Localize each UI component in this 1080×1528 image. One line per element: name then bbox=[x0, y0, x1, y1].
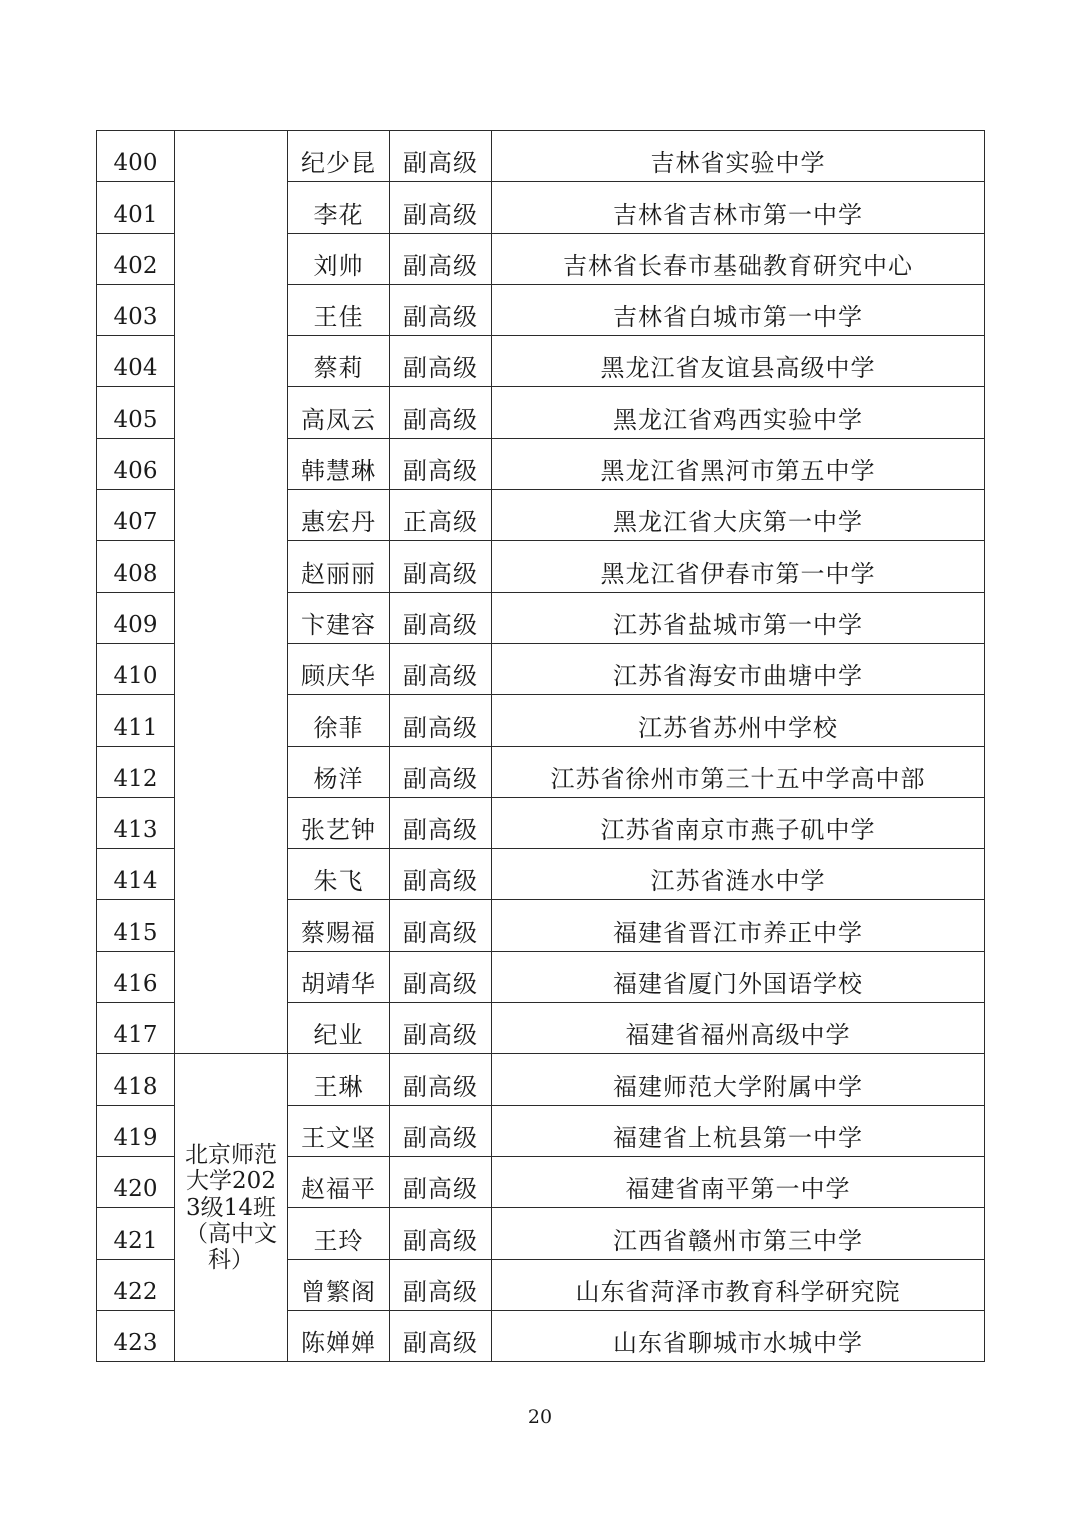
row-number: 419 bbox=[113, 1124, 158, 1151]
name-cell bbox=[288, 1310, 390, 1361]
school-name: 吉林省白城市第一中学 bbox=[613, 303, 863, 332]
name-cell bbox=[288, 438, 390, 489]
name-cell bbox=[288, 1259, 390, 1310]
title-cell bbox=[390, 643, 492, 694]
school-name: 福建省福州高级中学 bbox=[625, 1021, 851, 1050]
name-cell bbox=[288, 284, 390, 335]
group-cell-blank bbox=[175, 131, 288, 1054]
professional-title: 副高级 bbox=[403, 354, 478, 383]
title-cell bbox=[390, 1259, 492, 1310]
title-cell bbox=[390, 797, 492, 848]
name-cell bbox=[288, 849, 390, 900]
professional-title: 副高级 bbox=[403, 662, 478, 691]
name-cell bbox=[288, 1105, 390, 1156]
teacher-name: 刘帅 bbox=[313, 251, 364, 280]
row-number-cell bbox=[97, 1156, 175, 1207]
row-number: 417 bbox=[113, 1022, 158, 1049]
title-cell bbox=[390, 1003, 492, 1054]
school-name: 山东省菏泽市教育科学研究院 bbox=[575, 1277, 901, 1306]
school-cell bbox=[492, 1310, 985, 1361]
title-cell bbox=[390, 695, 492, 746]
group-cell-class bbox=[175, 1054, 288, 1362]
name-cell bbox=[288, 182, 390, 233]
school-name: 黑龙江省友谊县高级中学 bbox=[600, 354, 876, 383]
row-number: 423 bbox=[113, 1330, 158, 1357]
teacher-name: 纪业 bbox=[313, 1021, 364, 1050]
professional-title: 副高级 bbox=[403, 867, 478, 896]
row-number: 402 bbox=[113, 252, 158, 279]
title-cell bbox=[390, 387, 492, 438]
teacher-name: 张艺钟 bbox=[301, 816, 376, 845]
name-cell bbox=[288, 490, 390, 541]
row-number: 410 bbox=[113, 663, 158, 690]
class-group-label: 北京师范大学2023级14班（高中文科） bbox=[185, 1141, 277, 1274]
school-cell bbox=[492, 1054, 985, 1105]
row-number-cell bbox=[97, 387, 175, 438]
title-cell bbox=[390, 233, 492, 284]
name-cell bbox=[288, 592, 390, 643]
school-name: 江苏省南京市燕子矶中学 bbox=[600, 816, 876, 845]
row-number: 409 bbox=[113, 611, 158, 638]
school-name: 江苏省苏州中学校 bbox=[638, 713, 838, 742]
teacher-name: 赵福平 bbox=[301, 1175, 376, 1204]
title-cell bbox=[390, 1208, 492, 1259]
row-number: 400 bbox=[113, 150, 158, 177]
row-number-cell bbox=[97, 131, 175, 182]
school-cell bbox=[492, 695, 985, 746]
professional-title: 副高级 bbox=[403, 251, 478, 280]
teacher-name: 王琳 bbox=[313, 1072, 364, 1101]
row-number: 420 bbox=[113, 1176, 158, 1203]
row-number: 415 bbox=[113, 919, 158, 946]
row-number: 416 bbox=[113, 971, 158, 998]
row-number-cell bbox=[97, 592, 175, 643]
professional-title: 副高级 bbox=[403, 303, 478, 332]
school-cell bbox=[492, 387, 985, 438]
title-cell bbox=[390, 951, 492, 1002]
row-number: 414 bbox=[113, 868, 158, 895]
row-number-cell bbox=[97, 1054, 175, 1105]
teacher-name: 杨洋 bbox=[313, 764, 364, 793]
teacher-name: 韩慧琳 bbox=[301, 457, 376, 486]
school-name: 黑龙江省大庆第一中学 bbox=[613, 508, 863, 537]
teacher-name: 李花 bbox=[313, 200, 364, 229]
teacher-name: 蔡赐福 bbox=[301, 918, 376, 947]
title-cell bbox=[390, 490, 492, 541]
professional-title: 副高级 bbox=[403, 457, 478, 486]
professional-title: 副高级 bbox=[403, 1021, 478, 1050]
row-number: 406 bbox=[113, 458, 158, 485]
school-cell bbox=[492, 900, 985, 951]
title-cell bbox=[390, 182, 492, 233]
name-cell bbox=[288, 746, 390, 797]
school-name: 江苏省徐州市第三十五中学高中部 bbox=[550, 764, 926, 793]
row-number: 411 bbox=[113, 714, 158, 741]
teacher-name: 朱飞 bbox=[313, 867, 364, 896]
row-number-cell bbox=[97, 797, 175, 848]
school-cell bbox=[492, 131, 985, 182]
page-number: 20 bbox=[527, 1406, 553, 1428]
school-cell bbox=[492, 849, 985, 900]
title-cell bbox=[390, 438, 492, 489]
school-name: 福建省厦门外国语学校 bbox=[613, 970, 863, 999]
school-name: 吉林省吉林市第一中学 bbox=[613, 200, 863, 229]
teacher-name: 高凤云 bbox=[301, 405, 376, 434]
row-number: 418 bbox=[113, 1073, 158, 1100]
professional-title: 副高级 bbox=[403, 149, 478, 178]
row-number-cell bbox=[97, 284, 175, 335]
row-number-cell bbox=[97, 643, 175, 694]
row-number-cell bbox=[97, 438, 175, 489]
school-name: 黑龙江省伊春市第一中学 bbox=[600, 559, 876, 588]
title-cell bbox=[390, 1105, 492, 1156]
school-name: 福建省晋江市养正中学 bbox=[613, 918, 863, 947]
row-number: 404 bbox=[113, 355, 158, 382]
school-cell bbox=[492, 1208, 985, 1259]
school-name: 黑龙江省鸡西实验中学 bbox=[613, 405, 863, 434]
school-cell bbox=[492, 490, 985, 541]
title-cell bbox=[390, 131, 492, 182]
roster-table-body bbox=[97, 131, 985, 1362]
teacher-name: 陈婵婵 bbox=[301, 1329, 376, 1358]
professional-title: 副高级 bbox=[403, 918, 478, 947]
teacher-name: 胡靖华 bbox=[301, 970, 376, 999]
row-number: 408 bbox=[113, 560, 158, 587]
title-cell bbox=[390, 1156, 492, 1207]
row-number-cell bbox=[97, 1003, 175, 1054]
professional-title: 副高级 bbox=[403, 764, 478, 793]
teacher-name: 王文坚 bbox=[301, 1123, 376, 1152]
school-cell bbox=[492, 951, 985, 1002]
school-name: 福建师范大学附属中学 bbox=[613, 1072, 863, 1101]
school-name: 江苏省盐城市第一中学 bbox=[613, 610, 863, 639]
row-number-cell bbox=[97, 1259, 175, 1310]
teacher-name: 惠宏丹 bbox=[301, 508, 376, 537]
name-cell bbox=[288, 1054, 390, 1105]
teacher-name: 王佳 bbox=[313, 303, 364, 332]
school-cell bbox=[492, 1259, 985, 1310]
row-number-cell bbox=[97, 1105, 175, 1156]
school-cell bbox=[492, 746, 985, 797]
professional-title: 副高级 bbox=[403, 816, 478, 845]
name-cell bbox=[288, 233, 390, 284]
table-row bbox=[97, 131, 985, 182]
row-number: 403 bbox=[113, 304, 158, 331]
row-number-cell bbox=[97, 541, 175, 592]
title-cell bbox=[390, 900, 492, 951]
title-cell bbox=[390, 1310, 492, 1361]
school-name: 黑龙江省黑河市第五中学 bbox=[600, 457, 876, 486]
school-name: 江西省赣州市第三中学 bbox=[613, 1226, 863, 1255]
professional-title: 副高级 bbox=[403, 970, 478, 999]
teacher-name: 卞建容 bbox=[301, 610, 376, 639]
school-cell bbox=[492, 592, 985, 643]
row-number-cell bbox=[97, 746, 175, 797]
school-cell bbox=[492, 797, 985, 848]
professional-title: 副高级 bbox=[403, 610, 478, 639]
name-cell bbox=[288, 900, 390, 951]
school-cell bbox=[492, 336, 985, 387]
row-number: 401 bbox=[113, 201, 158, 228]
teacher-name: 纪少昆 bbox=[301, 149, 376, 178]
school-cell bbox=[492, 182, 985, 233]
professional-title: 副高级 bbox=[403, 1072, 478, 1101]
name-cell bbox=[288, 797, 390, 848]
table-row bbox=[97, 1054, 985, 1105]
row-number-cell bbox=[97, 336, 175, 387]
school-cell bbox=[492, 233, 985, 284]
name-cell bbox=[288, 336, 390, 387]
name-cell bbox=[288, 643, 390, 694]
teacher-name: 徐菲 bbox=[313, 713, 364, 742]
school-name: 江苏省海安市曲塘中学 bbox=[613, 662, 863, 691]
school-name: 江苏省涟水中学 bbox=[650, 867, 826, 896]
school-cell bbox=[492, 1105, 985, 1156]
name-cell bbox=[288, 387, 390, 438]
school-cell bbox=[492, 643, 985, 694]
row-number: 412 bbox=[113, 765, 158, 792]
title-cell bbox=[390, 592, 492, 643]
school-name: 福建省上杭县第一中学 bbox=[613, 1123, 863, 1152]
name-cell bbox=[288, 695, 390, 746]
professional-title: 副高级 bbox=[403, 1226, 478, 1255]
name-cell bbox=[288, 1208, 390, 1259]
row-number-cell bbox=[97, 695, 175, 746]
professional-title: 副高级 bbox=[403, 405, 478, 434]
row-number: 405 bbox=[113, 406, 158, 433]
school-cell bbox=[492, 438, 985, 489]
row-number-cell bbox=[97, 951, 175, 1002]
row-number: 413 bbox=[113, 817, 158, 844]
professional-title: 正高级 bbox=[403, 508, 478, 537]
teacher-name: 曾繁阁 bbox=[301, 1277, 376, 1306]
title-cell bbox=[390, 336, 492, 387]
row-number: 422 bbox=[113, 1278, 158, 1305]
teacher-name: 蔡莉 bbox=[313, 354, 364, 383]
name-cell bbox=[288, 1156, 390, 1207]
row-number: 407 bbox=[113, 509, 158, 536]
title-cell bbox=[390, 1054, 492, 1105]
school-cell bbox=[492, 284, 985, 335]
school-name: 福建省南平第一中学 bbox=[625, 1175, 851, 1204]
teacher-name: 赵丽丽 bbox=[301, 559, 376, 588]
school-cell bbox=[492, 541, 985, 592]
professional-title: 副高级 bbox=[403, 1277, 478, 1306]
professional-title: 副高级 bbox=[403, 200, 478, 229]
school-name: 吉林省实验中学 bbox=[650, 149, 826, 178]
title-cell bbox=[390, 541, 492, 592]
professional-title: 副高级 bbox=[403, 1123, 478, 1152]
title-cell bbox=[390, 746, 492, 797]
school-cell bbox=[492, 1156, 985, 1207]
roster-table bbox=[96, 130, 985, 1362]
row-number-cell bbox=[97, 1208, 175, 1259]
name-cell bbox=[288, 541, 390, 592]
title-cell bbox=[390, 284, 492, 335]
school-name: 山东省聊城市水城中学 bbox=[613, 1329, 863, 1358]
professional-title: 副高级 bbox=[403, 713, 478, 742]
name-cell bbox=[288, 951, 390, 1002]
professional-title: 副高级 bbox=[403, 1329, 478, 1358]
row-number-cell bbox=[97, 900, 175, 951]
teacher-name: 王玲 bbox=[313, 1226, 364, 1255]
professional-title: 副高级 bbox=[403, 559, 478, 588]
school-name: 吉林省长春市基础教育研究中心 bbox=[563, 251, 913, 280]
name-cell bbox=[288, 1003, 390, 1054]
row-number-cell bbox=[97, 849, 175, 900]
row-number-cell bbox=[97, 1310, 175, 1361]
row-number: 421 bbox=[113, 1227, 158, 1254]
professional-title: 副高级 bbox=[403, 1175, 478, 1204]
row-number-cell bbox=[97, 182, 175, 233]
school-cell bbox=[492, 1003, 985, 1054]
name-cell bbox=[288, 131, 390, 182]
title-cell bbox=[390, 849, 492, 900]
teacher-name: 顾庆华 bbox=[301, 662, 376, 691]
row-number-cell bbox=[97, 233, 175, 284]
row-number-cell bbox=[97, 490, 175, 541]
